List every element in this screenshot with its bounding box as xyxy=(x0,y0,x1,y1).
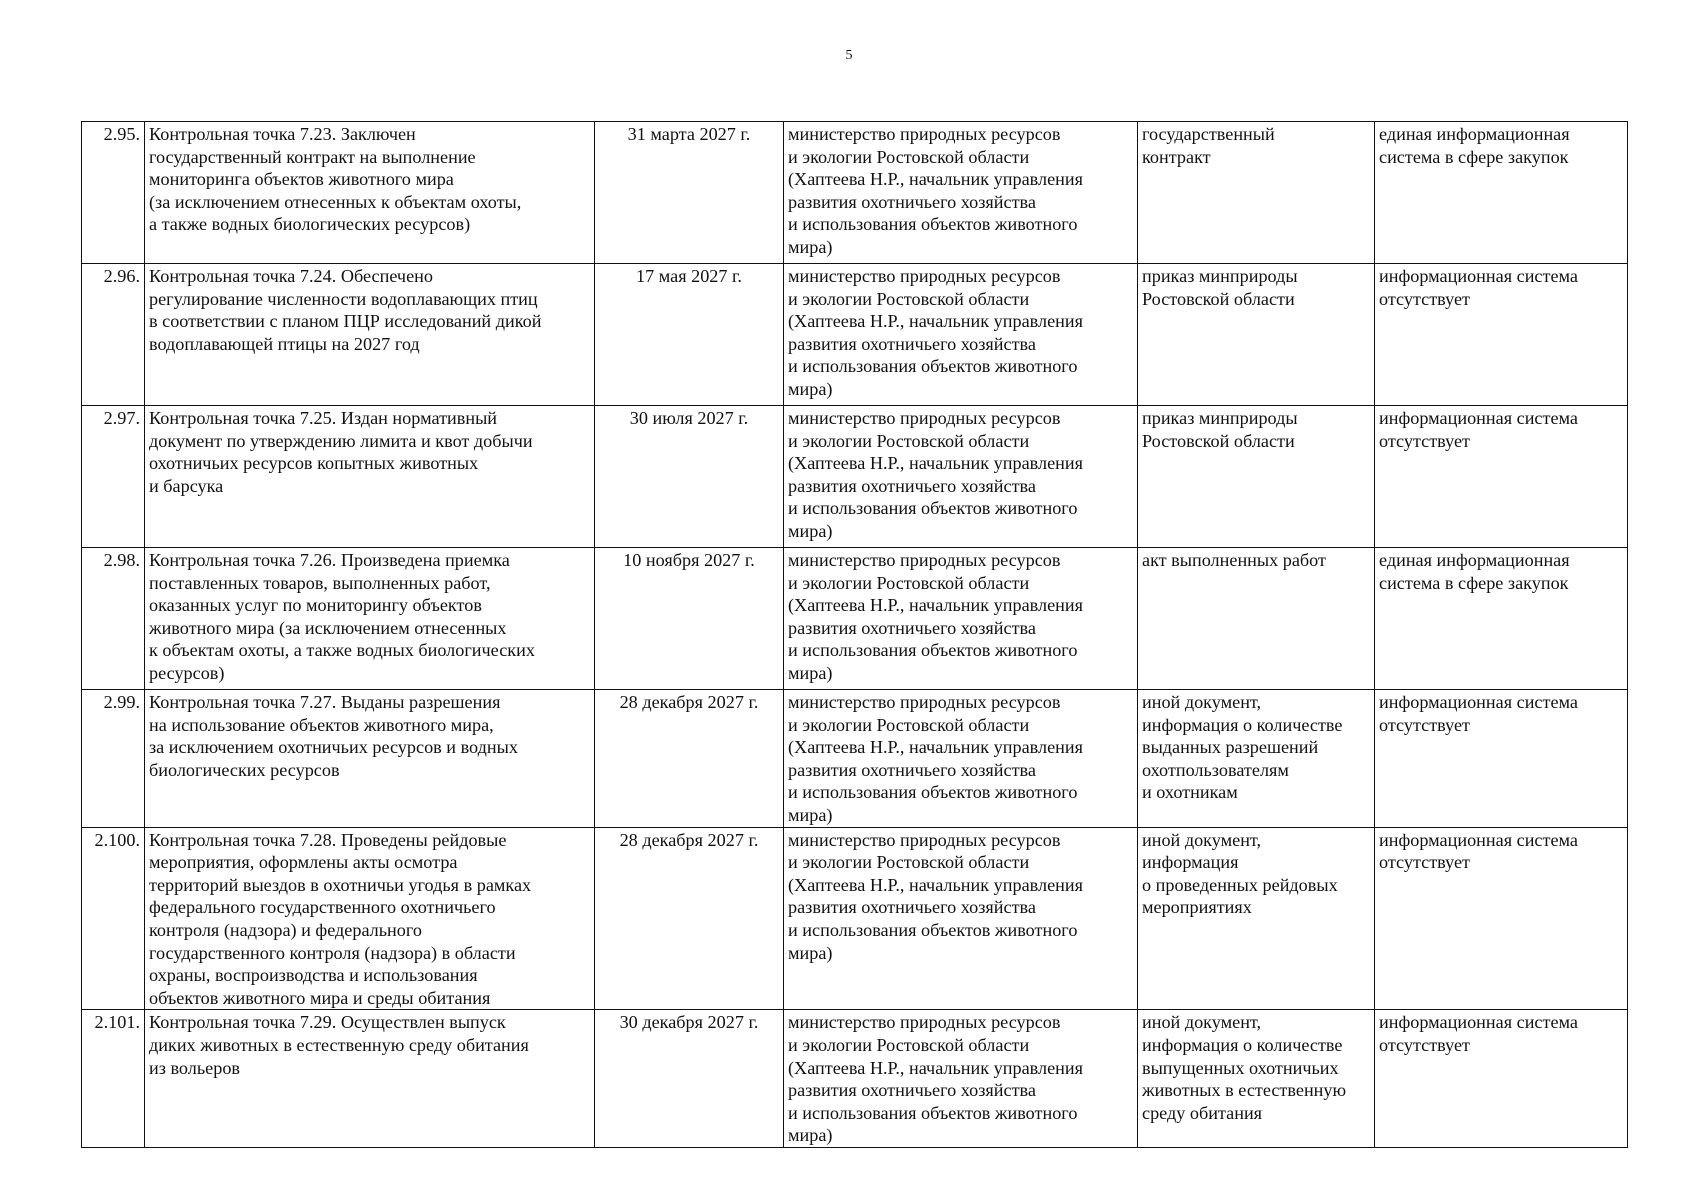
responsible-executor-cell: министерство природных ресурсов и экологии Ростовской области (Хаптеева Н.Р., начальник управления развития охотничьего хозяйства и использования объектов животного мира) xyxy=(784,264,1138,406)
responsible-executor-cell: министерство природных ресурсов и экологии Ростовской области (Хаптеева Н.Р., начальник управления развития охотничьего хозяйства и использования объектов животного мира) xyxy=(784,690,1138,828)
row-number-cell: 2.100. xyxy=(82,827,145,1010)
deadline-date-cell: 30 июля 2027 г. xyxy=(595,406,784,548)
row-number-cell: 2.98. xyxy=(82,548,145,690)
responsible-executor-cell: министерство природных ресурсов и экологии Ростовской области (Хаптеева Н.Р., начальник управления развития охотничьего хозяйства и использования объектов животного мира) xyxy=(784,406,1138,548)
information-system-cell: информационная система отсутствует xyxy=(1375,690,1628,828)
responsible-executor-cell: министерство природных ресурсов и экологии Ростовской области (Хаптеева Н.Р., начальник управления развития охотничьего хозяйства и использования объектов животного мира) xyxy=(784,827,1138,1010)
document-type-cell: приказ минприроды Ростовской области xyxy=(1138,264,1375,406)
information-system-cell: информационная система отсутствует xyxy=(1375,827,1628,1010)
responsible-executor-cell: министерство природных ресурсов и экологии Ростовской области (Хаптеева Н.Р., начальник управления развития охотничьего хозяйства и использования объектов животного мира) xyxy=(784,548,1138,690)
information-system-cell: информационная система отсутствует xyxy=(1375,406,1628,548)
control-point-title-cell: Контрольная точка 7.29. Осуществлен выпуск диких животных в естественную среду обитания из вольеров xyxy=(145,1010,595,1148)
document-type-cell: иной документ, информация о проведенных рейдовых мероприятиях xyxy=(1138,827,1375,1010)
table-row xyxy=(82,406,1628,548)
document-type-cell: иной документ, информация о количестве выпущенных охотничьих животных в естественную среду обитания xyxy=(1138,1010,1375,1148)
row-number-cell: 2.97. xyxy=(82,406,145,548)
deadline-date-cell: 31 марта 2027 г. xyxy=(595,122,784,264)
control-point-title-cell: Контрольная точка 7.25. Издан нормативный документ по утверждению лимита и квот добычи охотничьих ресурсов копытных животных и барсука xyxy=(145,406,595,548)
control-point-title-cell: Контрольная точка 7.23. Заключен государственный контракт на выполнение мониторинга объектов животного мира (за исключением отнесенных к объектам охоты, а также водных биологических ресурсов) xyxy=(145,122,595,264)
control-point-title-cell: Контрольная точка 7.26. Произведена приемка поставленных товаров, выполненных работ, оказанных услуг по мониторингу объектов животного мира (за исключением отнесенных к объектам охоты, а также водных биологических ресурсов) xyxy=(145,548,595,690)
control-point-title-cell: Контрольная точка 7.24. Обеспечено регулирование численности водоплавающих птиц в соответствии с планом ПЦР исследований дикой водоплавающей птицы на 2027 год xyxy=(145,264,595,406)
table-row xyxy=(82,122,1628,264)
table-row xyxy=(82,1010,1628,1148)
document-type-cell: иной документ, информация о количестве выданных разрешений охотпользователям и охотникам xyxy=(1138,690,1375,828)
control-point-title-cell: Контрольная точка 7.27. Выданы разрешения на использование объектов животного мира, за исключением охотничьих ресурсов и водных биологических ресурсов xyxy=(145,690,595,828)
control-points-table xyxy=(81,121,1628,1148)
responsible-executor-cell: министерство природных ресурсов и экологии Ростовской области (Хаптеева Н.Р., начальник управления развития охотничьего хозяйства и использования объектов животного мира) xyxy=(784,122,1138,264)
table-row xyxy=(82,548,1628,690)
row-number-cell: 2.101. xyxy=(82,1010,145,1148)
row-number-cell: 2.96. xyxy=(82,264,145,406)
row-number-cell: 2.95. xyxy=(82,122,145,264)
deadline-date-cell: 17 мая 2027 г. xyxy=(595,264,784,406)
table-row xyxy=(82,690,1628,828)
information-system-cell: информационная система отсутствует xyxy=(1375,264,1628,406)
table-row xyxy=(82,827,1628,1010)
control-point-title-cell: Контрольная точка 7.28. Проведены рейдовые мероприятия, оформлены акты осмотра территорий выездов в охотничьи угодья в рамках федерального государственного охотничьего контроля (надзора) и федерального государственного контроля (надзора) в области охраны, воспроизводства и использования объектов животного мира и среды обитания xyxy=(145,827,595,1010)
responsible-executor-cell: министерство природных ресурсов и экологии Ростовской области (Хаптеева Н.Р., начальник управления развития охотничьего хозяйства и использования объектов животного мира) xyxy=(784,1010,1138,1148)
information-system-cell: единая информационная система в сфере закупок xyxy=(1375,548,1628,690)
deadline-date-cell: 10 ноября 2027 г. xyxy=(595,548,784,690)
page-number: 5 xyxy=(845,48,853,63)
document-type-cell: приказ минприроды Ростовской области xyxy=(1138,406,1375,548)
document-type-cell: государственный контракт xyxy=(1138,122,1375,264)
document-type-cell: акт выполненных работ xyxy=(1138,548,1375,690)
deadline-date-cell: 30 декабря 2027 г. xyxy=(595,1010,784,1148)
information-system-cell: единая информационная система в сфере закупок xyxy=(1375,122,1628,264)
deadline-date-cell: 28 декабря 2027 г. xyxy=(595,827,784,1010)
information-system-cell: информационная система отсутствует xyxy=(1375,1010,1628,1148)
table-row xyxy=(82,264,1628,406)
row-number-cell: 2.99. xyxy=(82,690,145,828)
deadline-date-cell: 28 декабря 2027 г. xyxy=(595,690,784,828)
